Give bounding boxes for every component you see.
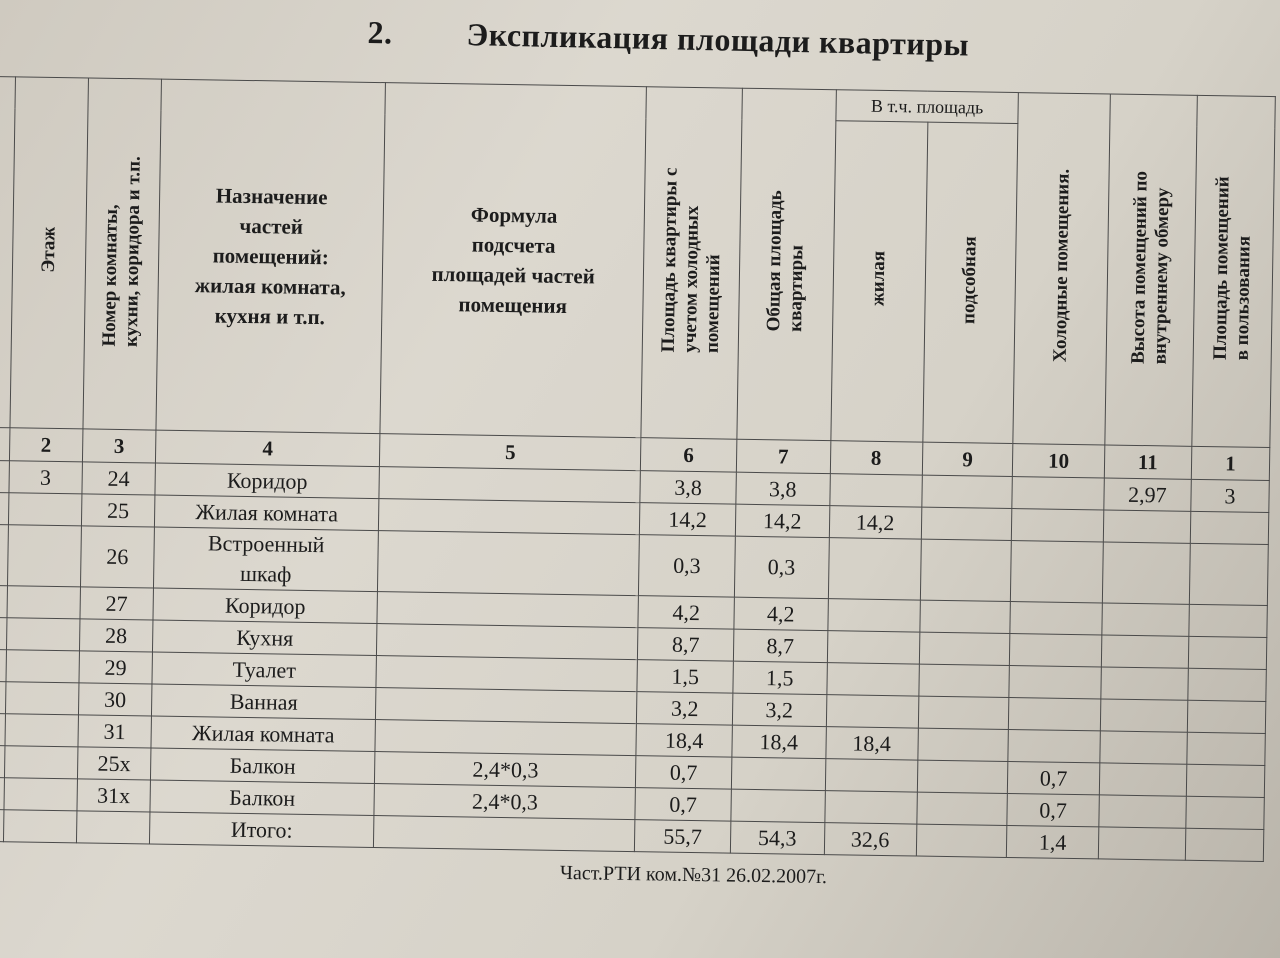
total-area-cell: 1,5 xyxy=(733,661,827,694)
auxiliary-area-cell xyxy=(919,600,1010,633)
usage-area-cell xyxy=(1188,636,1267,669)
formula-cell: 2,4*0,3 xyxy=(374,784,636,820)
header-living: жилая xyxy=(830,121,927,442)
total-living: 32,6 xyxy=(824,823,916,856)
usage-area-cell xyxy=(1187,732,1266,765)
room-name-cell: Встроенный шкаф xyxy=(153,527,378,592)
total-area-cell xyxy=(731,789,825,822)
total-area-cell: 18,4 xyxy=(732,725,826,758)
column-number: 3 xyxy=(82,429,156,463)
living-area-cell xyxy=(828,538,921,600)
floor-cell xyxy=(7,525,81,587)
height-cell xyxy=(1100,699,1188,732)
formula-cell xyxy=(379,499,641,535)
living-area-cell xyxy=(826,663,918,696)
total-area-cell: 14,2 xyxy=(735,504,829,537)
total-total-area: 54,3 xyxy=(730,821,824,854)
formula-cell xyxy=(375,720,637,756)
height-cell xyxy=(1103,510,1191,543)
auxiliary-area-cell xyxy=(919,632,1010,665)
column-number: 7 xyxy=(736,439,830,473)
auxiliary-area-cell xyxy=(921,507,1012,540)
formula-cell xyxy=(379,467,641,503)
usage-area-cell xyxy=(1186,764,1265,797)
floor-cell xyxy=(7,586,80,619)
total-area-cell xyxy=(731,757,825,790)
room-name-cell: Туалет xyxy=(152,652,377,688)
total-area-cell: 3,8 xyxy=(736,472,830,505)
height-cell xyxy=(1099,763,1187,796)
auxiliary-area-cell xyxy=(917,728,1008,761)
auxiliary-area-cell xyxy=(916,792,1007,825)
living-area-cell xyxy=(829,474,921,507)
formula-cell xyxy=(376,688,638,724)
floor-cell xyxy=(5,714,78,747)
column-number: 4 xyxy=(155,430,380,467)
cold-area-cell xyxy=(1010,602,1102,635)
total-area-cell: 4,2 xyxy=(734,597,828,630)
usage-area-cell xyxy=(1186,796,1265,829)
room-number-cell: 27 xyxy=(80,587,154,620)
total-area-cell: 3,2 xyxy=(732,693,826,726)
header-purpose: Назначение частей помещений: жилая комната, кухня и т.п. xyxy=(156,79,386,433)
area-with-cold-cell: 8,7 xyxy=(638,628,734,661)
usage-area-cell xyxy=(1190,511,1269,544)
living-area-cell xyxy=(824,791,916,824)
usage-area-cell: 3 xyxy=(1191,479,1270,512)
floor-cell: 3 xyxy=(9,461,82,494)
height-cell xyxy=(1101,635,1189,668)
floor-cell xyxy=(4,778,77,811)
explication-table xyxy=(0,76,1276,862)
area-with-cold-cell: 3,8 xyxy=(640,471,736,504)
area-with-cold-cell: 0,7 xyxy=(635,788,731,821)
living-area-cell xyxy=(826,695,918,728)
area-with-cold-cell: 1,5 xyxy=(637,660,733,693)
auxiliary-area-cell xyxy=(920,539,1012,601)
header-cold-rooms: Холодные помещения. xyxy=(1013,93,1110,445)
header-row xyxy=(0,77,1275,128)
room-name-cell: Коридор xyxy=(155,463,380,499)
usage-area-cell xyxy=(1189,543,1268,605)
area-with-cold-cell: 3,2 xyxy=(637,692,733,725)
living-area-cell xyxy=(828,599,920,632)
header-total-area: Общая площадь квартиры xyxy=(737,88,836,440)
cold-area-cell xyxy=(1009,697,1101,730)
column-number: 9 xyxy=(922,442,1013,476)
title-text: Экспликация площади квартиры xyxy=(466,16,970,63)
cold-area-cell xyxy=(1011,541,1103,603)
column-number: 10 xyxy=(1013,444,1105,478)
room-number-cell: 24 xyxy=(82,462,156,495)
formula-cell xyxy=(378,531,640,596)
height-cell: 2,97 xyxy=(1103,478,1191,511)
auxiliary-area-cell xyxy=(921,475,1012,508)
room-name-cell: Кухня xyxy=(152,620,377,656)
room-name-cell: Жилая комната xyxy=(154,495,379,531)
room-number-cell: 30 xyxy=(78,683,152,716)
formula-cell xyxy=(377,624,639,660)
area-with-cold-cell: 18,4 xyxy=(636,724,732,757)
footer-note: Част.РТИ ком.№31 26.02.2007г. xyxy=(559,861,828,889)
room-number-cell: 31 xyxy=(78,715,152,748)
column-number: 6 xyxy=(641,438,737,472)
room-number-cell: 31х xyxy=(77,779,151,812)
living-area-cell: 18,4 xyxy=(825,727,917,760)
room-name-cell: Балкон xyxy=(150,748,375,784)
room-number-cell: 29 xyxy=(79,651,153,684)
cold-area-cell xyxy=(1012,477,1104,510)
formula-cell xyxy=(376,656,638,692)
area-with-cold-cell: 0,3 xyxy=(639,535,735,597)
header-group-area: В т.ч. площадь xyxy=(836,90,1019,124)
header-room-number: Номер комнаты, кухни, коридора и т.п. xyxy=(83,78,162,430)
living-area-cell xyxy=(825,759,917,792)
height-cell xyxy=(1102,542,1190,604)
auxiliary-area-cell xyxy=(918,696,1009,729)
cold-area-cell: 0,7 xyxy=(1007,793,1099,826)
header-floor: Этаж xyxy=(10,77,88,429)
column-number: 8 xyxy=(830,441,922,475)
column-number: 1 xyxy=(1191,446,1270,480)
height-cell xyxy=(1100,667,1188,700)
height-cell xyxy=(1099,731,1187,764)
cold-area-cell: 0,7 xyxy=(1008,761,1100,794)
usage-area-cell xyxy=(1189,604,1268,637)
cold-area-cell xyxy=(1012,509,1104,542)
area-with-cold-cell: 0,7 xyxy=(636,756,732,789)
room-name-cell: Ванная xyxy=(151,684,376,720)
height-cell xyxy=(1098,795,1186,828)
usage-area-cell xyxy=(1187,700,1266,733)
cold-area-cell xyxy=(1010,634,1102,667)
area-with-cold-cell: 14,2 xyxy=(640,503,736,536)
formula-cell xyxy=(377,592,639,628)
area-with-cold-cell: 4,2 xyxy=(638,596,734,629)
auxiliary-area-cell xyxy=(917,760,1008,793)
total-area-cell: 0,3 xyxy=(734,536,829,598)
section-number: 2. xyxy=(367,14,393,51)
header-auxiliary: подсобная xyxy=(922,122,1018,443)
header-formula: Формула подсчета площадей частей помещения xyxy=(380,83,647,438)
floor-cell xyxy=(4,746,77,779)
total-area-cell: 8,7 xyxy=(733,629,827,662)
document-title xyxy=(367,14,969,64)
room-name-cell: Балкон xyxy=(150,780,375,816)
cold-area-cell xyxy=(1008,729,1100,762)
auxiliary-area-cell xyxy=(918,664,1009,697)
room-number-cell: 28 xyxy=(79,619,153,652)
floor-cell xyxy=(6,618,79,651)
header-height: Высота помещений по внутреннему обмеру xyxy=(1104,94,1197,446)
cold-area-cell xyxy=(1009,665,1101,698)
room-number-cell: 25х xyxy=(77,747,151,780)
room-name-cell: Жилая комната xyxy=(151,716,376,752)
floor-cell xyxy=(8,493,81,526)
room-number-cell: 25 xyxy=(81,494,155,527)
column-number: 11 xyxy=(1104,445,1192,479)
floor-cell xyxy=(5,682,78,715)
formula-cell: 2,4*0,3 xyxy=(375,752,637,788)
total-cold: 1,4 xyxy=(1007,825,1099,858)
total-label: Итого: xyxy=(149,812,374,848)
living-area-cell xyxy=(827,631,919,664)
header-area-with-cold: Площадь квартиры с учетом холодных помещений xyxy=(641,87,742,439)
column-number: 2 xyxy=(9,428,82,462)
living-area-cell: 14,2 xyxy=(829,506,921,539)
height-cell xyxy=(1101,603,1189,636)
room-name-cell: Коридор xyxy=(153,588,378,624)
table-body xyxy=(0,460,1269,829)
floor-cell xyxy=(6,650,79,683)
usage-area-cell xyxy=(1188,668,1267,701)
room-number-cell: 26 xyxy=(80,526,154,588)
total-area-with-cold: 55,7 xyxy=(635,820,731,853)
header-usage-area: Площадь помещений в пользования xyxy=(1192,95,1276,447)
column-number: 5 xyxy=(380,434,642,471)
